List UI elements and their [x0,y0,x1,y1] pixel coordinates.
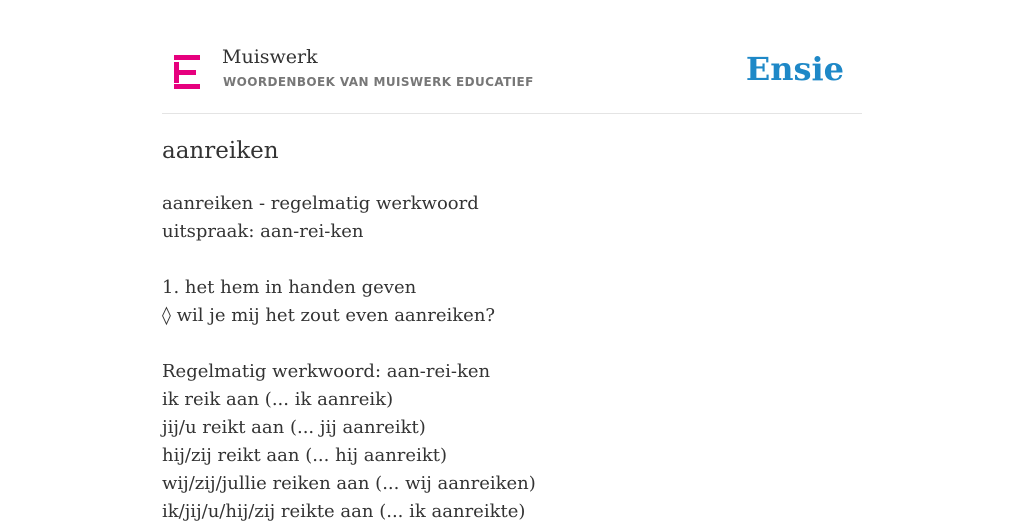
entry-line: hij/zij reikt aan (... hij aanreikt) [162,445,447,466]
entry-line: ik/jij/u/hij/zij reikte aan (... ik aanreikte) [162,501,526,522]
entry-line: jij/u reikt aan (... jij aanreikt) [162,417,426,438]
entry-content [162,190,536,526]
entry-line [162,330,536,358]
entry-line: aanreiken - regelmatig werkwoord [162,193,479,214]
entry-line: 1. het hem in handen geven [162,277,417,298]
entry-line: Regelmatig werkwoord: aan-rei-ken [162,361,491,382]
site-header [162,40,862,114]
entry-line: wij/zij/jullie reiken aan (... wij aanreiken) [162,473,536,494]
brand-title[interactable]: Muiswerk [222,46,318,68]
entry-line: uitspraak: aan-rei-ken [162,221,364,242]
ensie-logo-link[interactable]: Ensie [745,50,844,88]
entry-title: aanreiken [162,138,279,164]
brand-subtitle: WOORDENBOEK VAN MUISWERK EDUCATIEF [223,75,534,89]
entry-line [162,246,536,274]
entry-line: ◊ wil je mij het zout even aanreiken? [162,305,496,326]
entry-line: ik reik aan (... ik aanreik) [162,389,394,410]
muiswerk-logo-icon[interactable] [174,55,200,89]
